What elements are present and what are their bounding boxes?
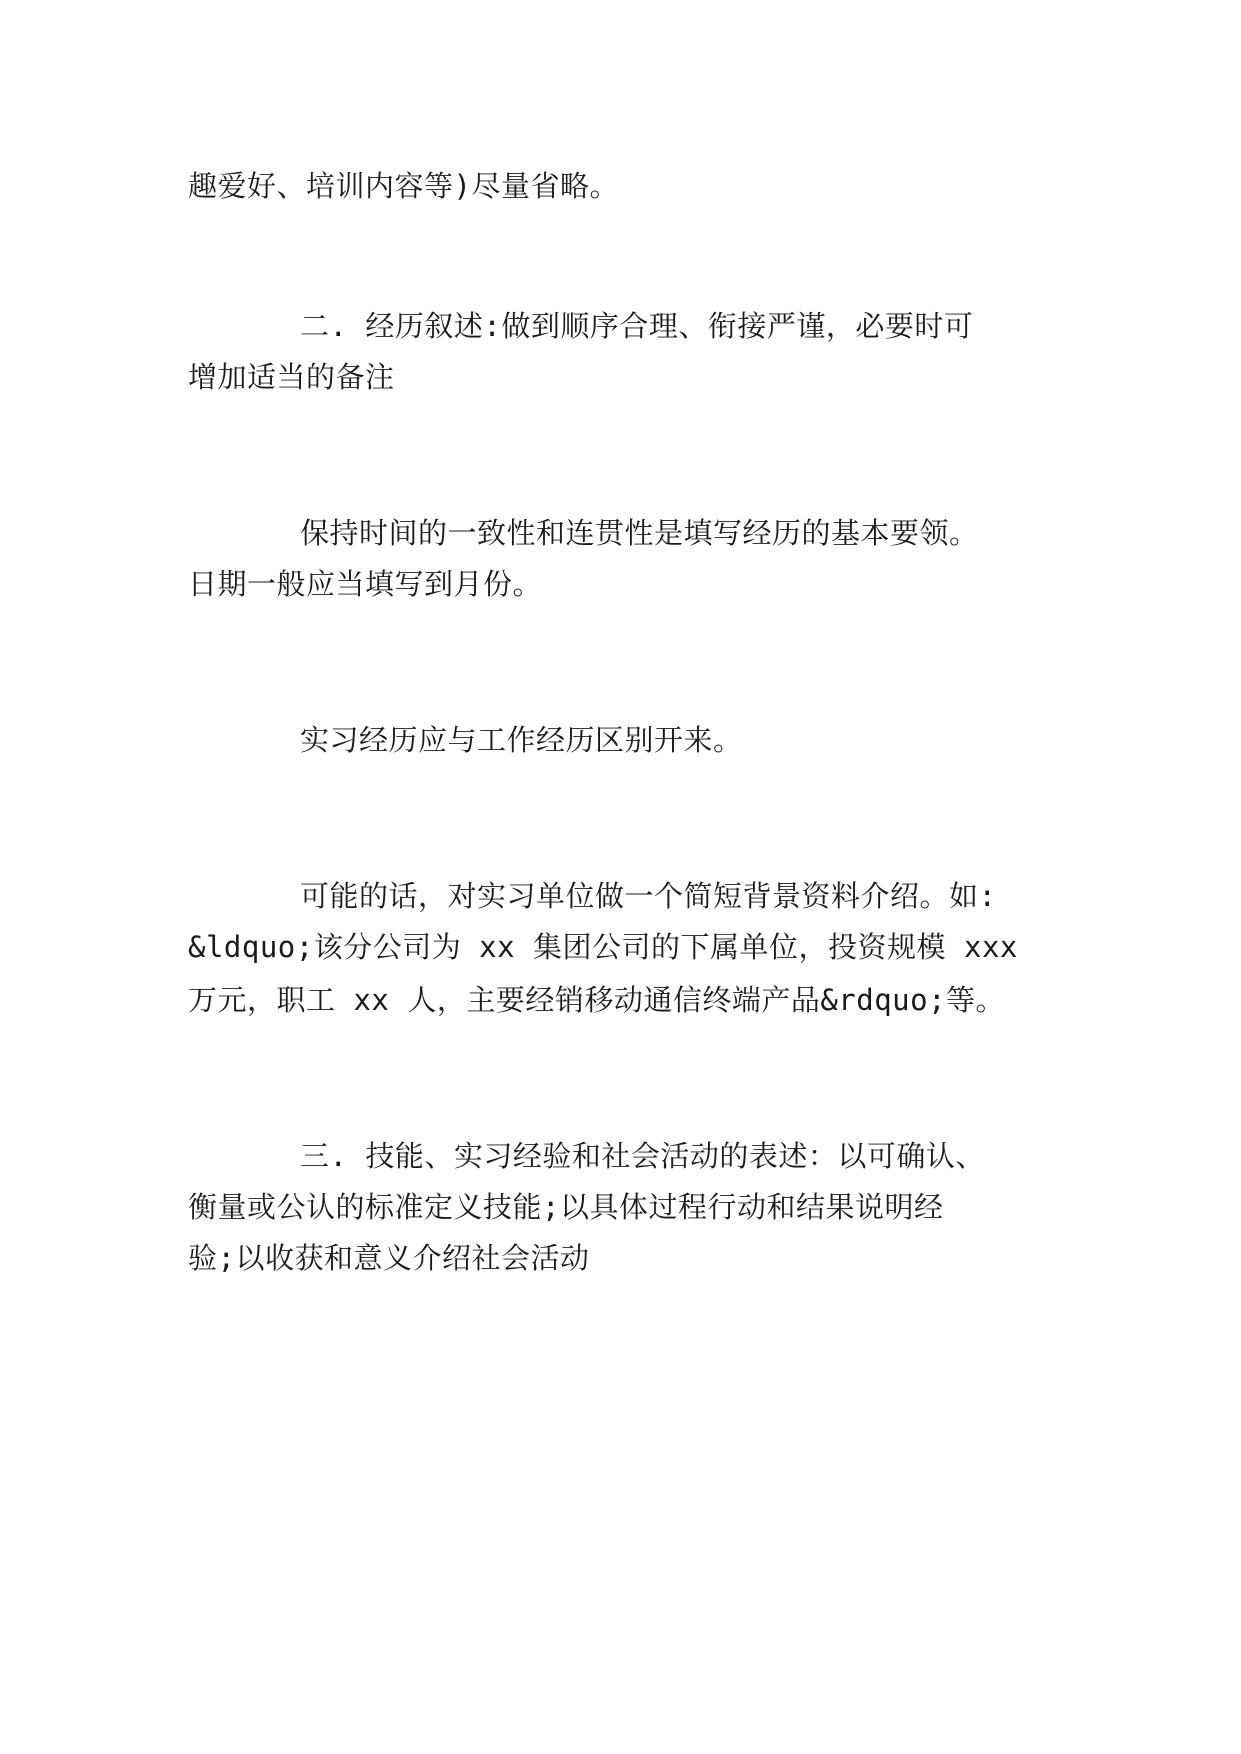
paragraph-line: 趣爱好、培训内容等)尽量省略。 bbox=[188, 169, 619, 203]
section-heading-line: 三. 技能、实习经验和社会活动的表述：以可确认、 bbox=[300, 1139, 985, 1173]
paragraph-line: 衡量或公认的标准定义技能;以具体过程行动和结果说明经 bbox=[188, 1190, 944, 1224]
paragraph-line: 日期一般应当填写到月份。 bbox=[188, 567, 543, 601]
paragraph-line: 可能的话，对实习单位做一个简短背景资料介绍。如: bbox=[300, 879, 997, 913]
paragraph-line: 增加适当的备注 bbox=[188, 360, 395, 394]
section-heading-line: 二. 经历叙述:做到顺序合理、衔接严谨，必要时可 bbox=[300, 309, 974, 343]
paragraph-line: &ldquo;该分公司为 xx 集团公司的下属单位，投资规模 xxx bbox=[188, 930, 1018, 964]
paragraph-line: 万元，职工 xx 人，主要经销移动通信终端产品&rdquo;等。 bbox=[188, 983, 1006, 1017]
paragraph-line: 实习经历应与工作经历区别开来。 bbox=[300, 723, 743, 757]
paragraph-line: 验;以收获和意义介绍社会活动 bbox=[188, 1241, 590, 1275]
paragraph-line: 保持时间的一致性和连贯性是填写经历的基本要领。 bbox=[300, 516, 979, 550]
